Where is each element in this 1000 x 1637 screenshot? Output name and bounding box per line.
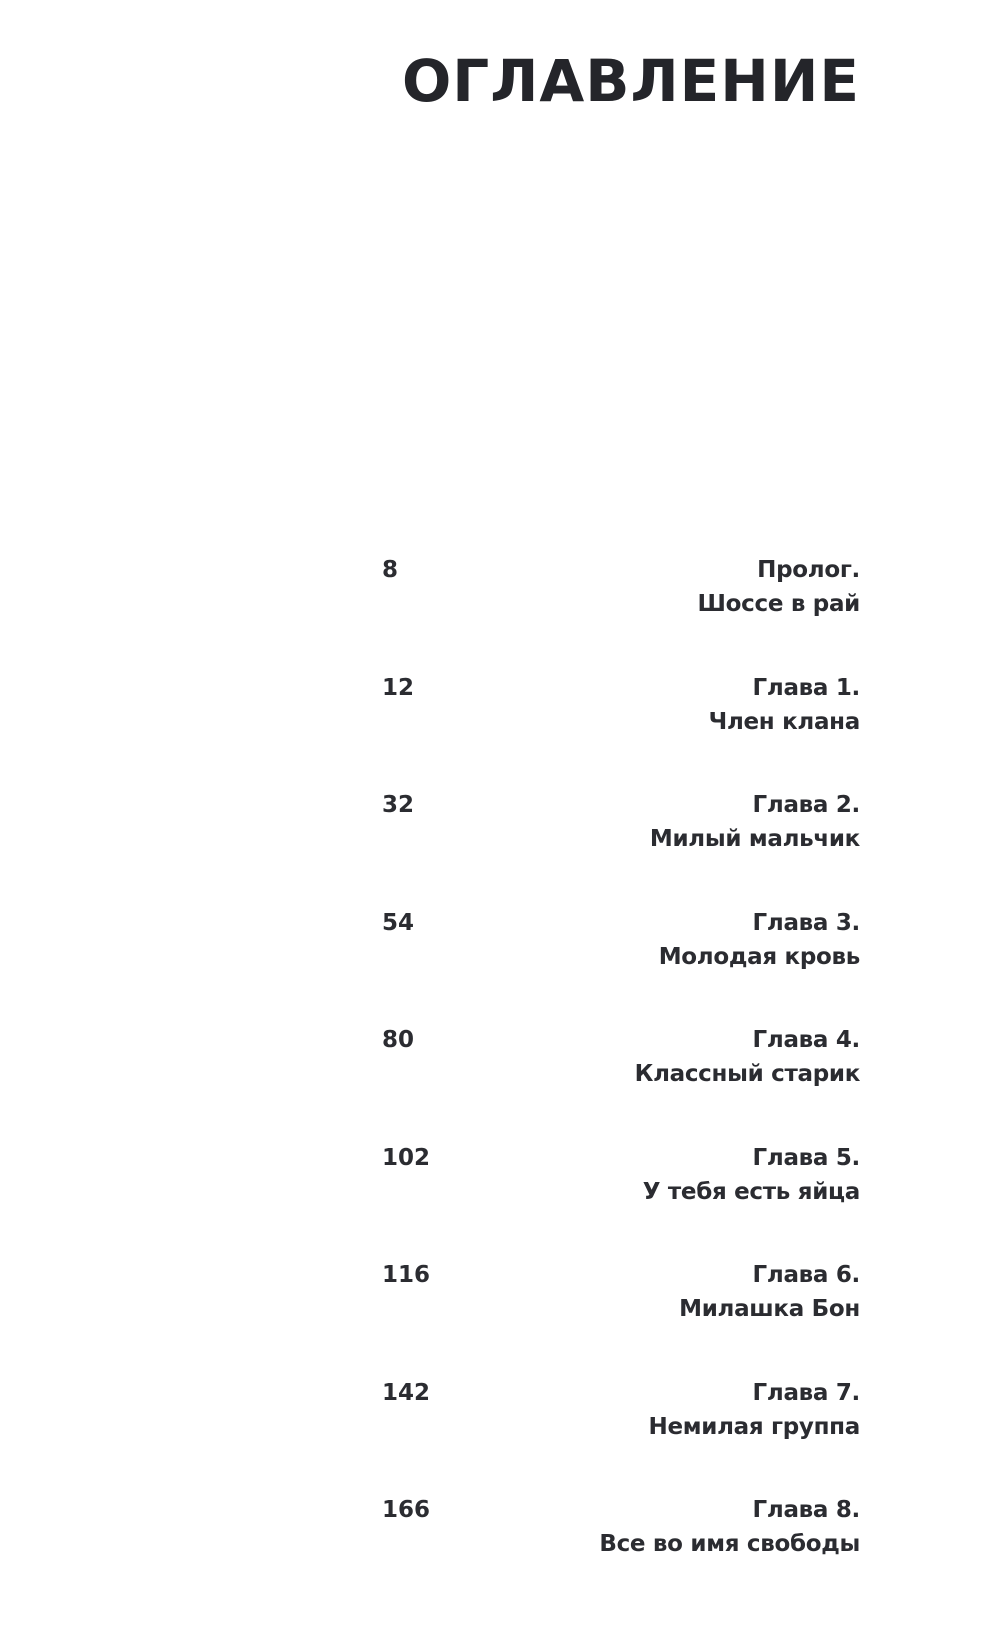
- toc-entry-text: [599, 1493, 860, 1561]
- toc-chapter-title: Член клана: [708, 708, 860, 735]
- toc-page-number: 116: [382, 1262, 431, 1288]
- toc-chapter-label: Глава 4.: [752, 1027, 860, 1053]
- toc-page-number: 54: [382, 909, 415, 936]
- toc-chapter-title: Молодая кровь: [658, 943, 860, 970]
- toc-chapter-title: Все во имя свободы: [599, 1531, 860, 1557]
- table-of-contents: [382, 553, 860, 1611]
- toc-entry-text: [709, 671, 860, 739]
- toc-entry[interactable]: [382, 553, 860, 671]
- toc-chapter-label: Глава 8.: [752, 1497, 860, 1523]
- toc-entry-text: [679, 1258, 860, 1326]
- toc-entry[interactable]: [382, 1023, 860, 1141]
- toc-chapter-title: Милый мальчик: [649, 826, 860, 852]
- toc-page-number: 102: [382, 1144, 431, 1171]
- toc-chapter-title: Шоссе в рай: [697, 591, 860, 617]
- toc-chapter-label: Глава 6.: [752, 1262, 860, 1288]
- toc-entry-text: [698, 553, 860, 621]
- page-title: ОГЛАВЛЕНИЕ: [401, 47, 860, 115]
- toc-chapter-label: Глава 1.: [752, 674, 860, 701]
- toc-page-number: 32: [382, 792, 415, 818]
- toc-page-number: 166: [382, 1497, 431, 1523]
- toc-chapter-label: Глава 5.: [752, 1144, 860, 1171]
- toc-page-number: 12: [382, 674, 415, 701]
- toc-entry-text: [650, 788, 860, 856]
- toc-entry[interactable]: [382, 671, 860, 789]
- toc-chapter-label: Глава 3.: [752, 909, 860, 936]
- toc-chapter-title: У тебя есть яйца: [642, 1178, 860, 1205]
- toc-chapter-title: Милашка Бон: [679, 1296, 860, 1322]
- toc-entry[interactable]: [382, 788, 860, 906]
- toc-entry-text: [649, 1376, 860, 1444]
- toc-entry-text: [635, 1023, 860, 1091]
- toc-chapter-label: Глава 7.: [752, 1379, 860, 1406]
- toc-entry-text: [643, 1141, 860, 1209]
- toc-page-number: 142: [382, 1379, 431, 1406]
- toc-entry[interactable]: [382, 1376, 860, 1494]
- toc-entry-text: [659, 906, 860, 974]
- toc-entry[interactable]: [382, 1258, 860, 1376]
- toc-entry[interactable]: [382, 1141, 860, 1259]
- toc-chapter-title: Классный старик: [634, 1061, 860, 1087]
- toc-chapter-label: Пролог.: [757, 557, 860, 583]
- toc-chapter-label: Глава 2.: [752, 792, 860, 818]
- toc-entry[interactable]: [382, 1493, 860, 1611]
- toc-page-number: 80: [382, 1027, 415, 1053]
- toc-chapter-title: Немилая группа: [648, 1413, 860, 1440]
- toc-page-number: 8: [382, 557, 399, 583]
- toc-entry[interactable]: [382, 906, 860, 1024]
